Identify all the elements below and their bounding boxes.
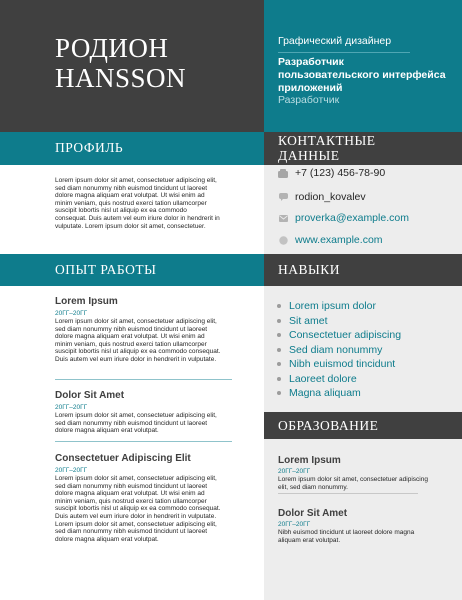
edu-2-date: 20ГГ–20ГГ — [278, 521, 311, 528]
bullet-icon — [277, 391, 281, 395]
job-1-title: Lorem Ipsum — [55, 296, 118, 307]
skill-item — [277, 328, 457, 343]
name-block — [0, 0, 264, 132]
contact-website[interactable] — [278, 233, 383, 247]
job-1-date: 20ГГ–20ГГ — [55, 310, 88, 317]
title-divider — [278, 52, 410, 53]
bullet-icon — [277, 333, 281, 337]
job-1-text: Lorem ipsum dolor sit amet, consectetuer adipiscing elit, sed diam nonummy nibh euismod tincidunt ut laoreet dolore magna aliquam erat volutpat. Ut wisi enim ad minim veniam, quis nostrud exerci tation ullamcorper suscipit lobortis nisl ut aliquip ex ea commodo consequat. Duis autem vel eum iriure dolor in hendrerit in vulputate. — [55, 318, 221, 363]
bullet-icon — [277, 319, 281, 323]
skills-heading: НАВЫКИ — [278, 262, 341, 277]
bullet-icon — [277, 304, 281, 308]
skill-label: Laoreet dolore — [289, 372, 357, 385]
contact-email[interactable] — [278, 211, 409, 225]
job-3-title: Consectetuer Adipiscing Elit — [55, 453, 191, 464]
skill-item — [277, 343, 457, 358]
skill-label: Lorem ipsum dolor — [289, 300, 376, 313]
title-block — [264, 0, 462, 132]
skills-list — [277, 299, 457, 401]
role-subtitle: Разработчик — [278, 94, 340, 106]
globe-icon — [278, 236, 288, 245]
contact-username — [278, 190, 366, 204]
username: rodion_kovalev — [295, 191, 366, 203]
skill-item — [277, 386, 457, 401]
website-link[interactable]: www.example.com — [295, 234, 383, 246]
email-link[interactable]: proverka@example.com — [295, 212, 409, 224]
edu-1-text: Lorem ipsum dolor sit amet, consectetuer adipiscing elit, sed diam nonummy. — [278, 476, 428, 491]
education-section-header — [264, 412, 462, 439]
job-divider — [55, 441, 232, 442]
skill-label: Sit amet — [289, 314, 328, 327]
phone-icon — [278, 169, 288, 178]
bullet-icon — [277, 377, 281, 381]
contacts-heading: КОНТАКТНЫЕ ДАННЫЕ — [278, 133, 376, 163]
role-title: Разработчик пользовательского интерфейса приложений — [278, 56, 446, 94]
mail-icon — [278, 215, 288, 222]
last-name: HANSSON — [55, 63, 187, 93]
job-2-title: Dolor Sit Amet — [55, 390, 125, 401]
contacts-section-header — [264, 132, 462, 165]
contact-phone — [278, 166, 385, 180]
skill-item — [277, 372, 457, 387]
profile-text: Lorem ipsum dolor sit amet, consectetuer adipiscing elit, sed diam nonummy nibh euismod tincidunt ut laoreet dolore magna aliquam erat volutpat. Ut wisi enim ad minim veniam, quis nostrud exerci tation ullamcorper suscipit lobortis nisl ut aliquip ex ea commodo consequat. Duis autem vel eum iriure dolor in hendrerit in vulputate. Lorem ipsum dolor sit amet, consectetuer. — [55, 177, 220, 230]
skill-item — [277, 357, 457, 372]
edu-1-title: Lorem Ipsum — [278, 455, 341, 466]
experience-section-header — [0, 254, 264, 286]
skill-label: Sed diam nonummy — [289, 343, 383, 356]
bullet-icon — [277, 362, 281, 366]
chat-icon — [278, 193, 288, 201]
job-2-text: Lorem ipsum dolor sit amet, consectetuer adipiscing elit, sed diam nonummy nibh euismod tincidunt ut laoreet dolore magna aliquam erat volutpat. — [55, 412, 217, 435]
skill-label: Consectetuer adipiscing — [289, 329, 402, 342]
bullet-icon — [277, 348, 281, 352]
job-title: Графический дизайнер — [278, 35, 392, 47]
job-divider — [55, 379, 232, 380]
phone-number: +7 (123) 456-78-90 — [295, 167, 386, 179]
profile-section-header — [0, 132, 264, 165]
edu-1-date: 20ГГ–20ГГ — [278, 468, 311, 475]
skills-section-header — [264, 254, 462, 286]
skill-label: Nibh euismod tincidunt — [289, 358, 396, 371]
edu-divider — [278, 493, 418, 494]
skill-item — [277, 299, 457, 314]
edu-2-text: Nibh euismod tincidunt ut laoreet dolore magna aliquam erat volutpat. — [278, 529, 415, 544]
first-name: РОДИОН — [55, 33, 169, 63]
edu-2-title: Dolor Sit Amet — [278, 508, 348, 519]
job-3-text: Lorem ipsum dolor sit amet, consectetuer adipiscing elit, sed diam nonummy nibh euismod tincidunt ut laoreet dolore magna aliquam erat volutpat. Ut wisi enim ad minim veniam, quis nostrud exerci tation ullamcorper suscipit lobortis nisl ut aliquip ex ea commodo consequat. Duis autem vel eum iriure dolor in hendrerit in vulputate. Lorem ipsum dolor sit amet, consectetuer adipiscing elit, sed diam nonummy nibh euismod tincidunt ut laoreet dolore magna aliquam erat volutpat. — [55, 475, 221, 543]
job-3-date: 20ГГ–20ГГ — [55, 467, 88, 474]
skill-item — [277, 314, 457, 329]
experience-heading: ОПЫТ РАБОТЫ — [55, 262, 157, 277]
education-heading: ОБРАЗОВАНИЕ — [278, 418, 379, 433]
job-2-date: 20ГГ–20ГГ — [55, 404, 88, 411]
profile-heading: ПРОФИЛЬ — [55, 140, 124, 155]
skill-label: Magna aliquam — [289, 387, 361, 400]
